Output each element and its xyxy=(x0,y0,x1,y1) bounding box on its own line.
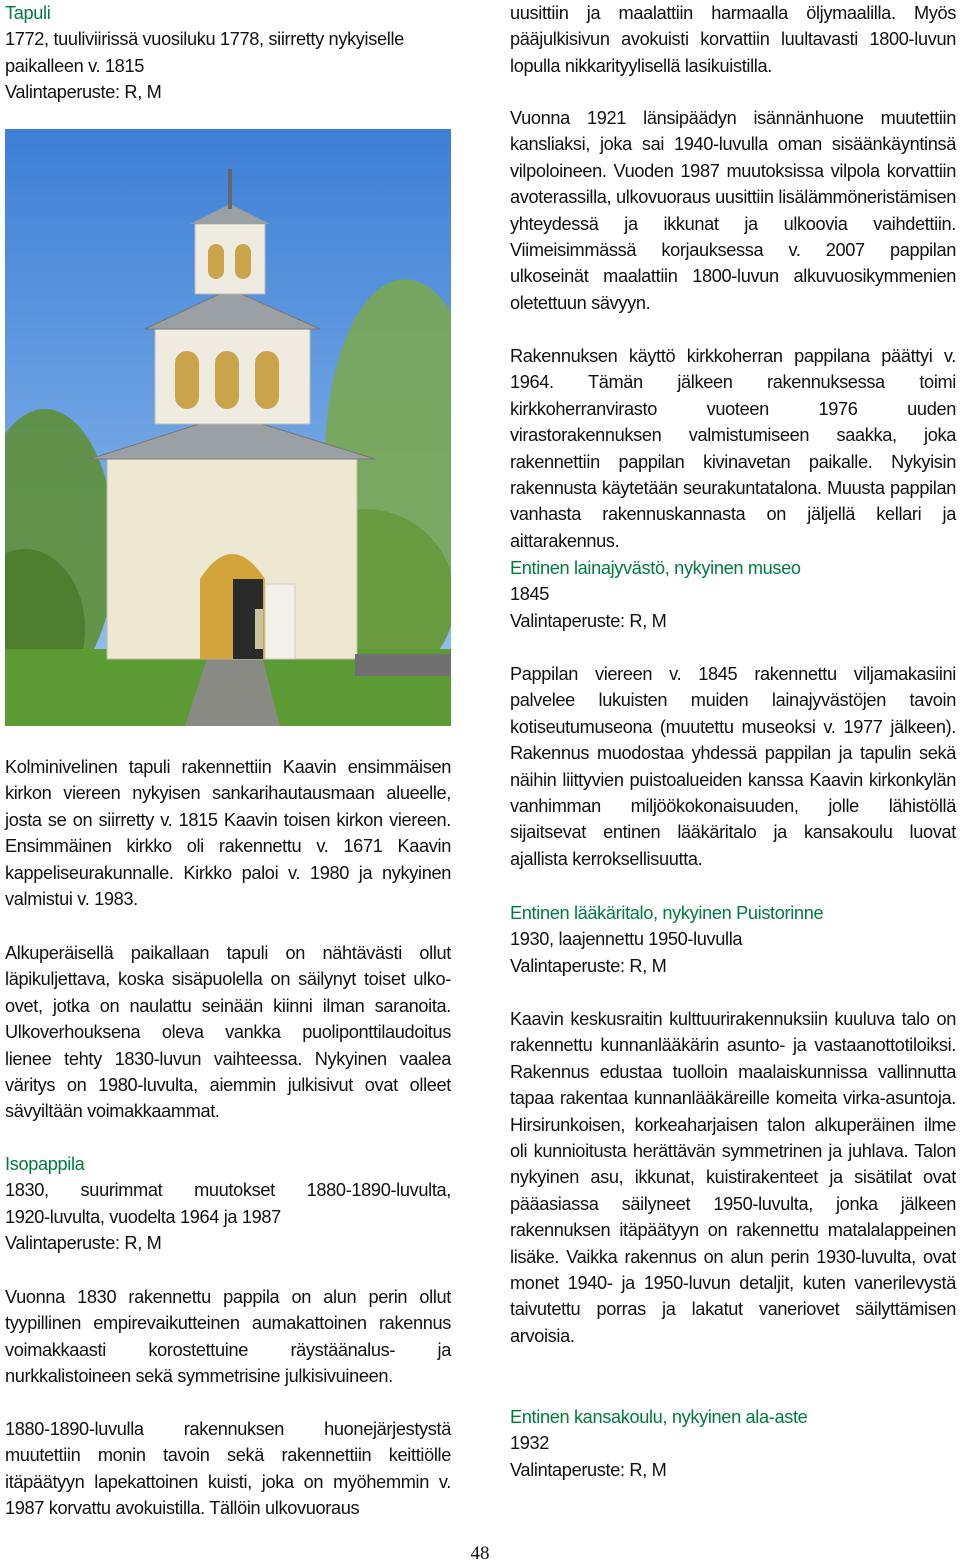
laakaritalo-header xyxy=(510,900,956,979)
isopappila-paragraph-2: 1880-1890-luvulla rakennuksen huonejärjestystä muutettiin monin tavoin sekä rakennettiin keittiölle itäpäätyyn lapekattoinen kuisti, joka on myöhemmin v. 1987 korvattu avokuistilla. Tällöin ulkovuoraus xyxy=(5,1419,451,1519)
stone-wall xyxy=(355,654,451,676)
kansakoulu-heading: Entinen kansakoulu, nykyinen ala-aste xyxy=(510,1407,808,1427)
isopappila-changes-paragraph: Vuonna 1921 länsipäädyn isännänhuone muutettiin kansliaksi, joka sai 1940-luvulla oman sisäänkäyntinsä vilpoloineen. Vuoden 1987 muutoksissa vilpola korvattiin avoterassilla, ulkovuoraus uusittiin lisälämmöneristämisen yhteydessä ja ikkunat ja ulkoovia vaihdettiin. Viimeisimmässä korjauksessa v. 2007 pappilan ulkoseinät maalattiin 1800-luvun alkuvuosikymmenien oletettuun sävyyn. xyxy=(510,108,956,313)
isopappila-header xyxy=(5,1151,451,1257)
isopappila-continuation-paragraph: uusittiin ja maalattiin harmaalla öljymaalilla. Myös pääjulkisivun avokuisti korvattiin luultavasti 1800-luvun lopulla nikkarityylisellä lasikuistilla. xyxy=(510,3,956,76)
lainajyvasto-meta-1: 1845 xyxy=(510,584,550,605)
kansakoulu-header xyxy=(510,1404,956,1483)
kansakoulu-meta-2: Valintaperuste: R, M xyxy=(510,1459,667,1480)
tapuli-heading: Tapuli xyxy=(5,3,51,23)
isopappila-meta-2: 1920-luvulta, vuodelta 1964 ja 1987 xyxy=(5,1206,281,1227)
tapuli-paragraph-2: Alkuperäisellä paikallaan tapuli on nähtävästi ollut läpikuljettava, koska sisäpuolella on säilynyt toiset ulko-ovet, jotka on naulattu seinään kiinni ilman saranoita. Ulkoverhouksena oleva vankka puoliponttilaudoitus lienee tehty 1830-luvun vaihteessa. Nykyinen vaalea väritys on 1980-luvulta, aiemmin julkisivut ovat olleet sävyiltään voimakkaammat. xyxy=(5,943,451,1122)
tapuli-meta-3: Valintaperuste: R, M xyxy=(5,82,162,103)
tapuli-meta-1: 1772, tuuliviirissä vuosiluku 1778, siirretty nykyiselle xyxy=(5,29,404,50)
isopappila-heading: Isopappila xyxy=(5,1154,85,1174)
bell-tower-photo xyxy=(5,129,451,726)
lainajyvasto-header xyxy=(510,555,956,634)
kansakoulu-meta-1: 1932 xyxy=(510,1433,550,1454)
isopappila-meta-1: 1830, suurimmat muutokset 1880-1890-luvulta, xyxy=(5,1180,451,1201)
isopappila-meta-3: Valintaperuste: R, M xyxy=(5,1233,162,1254)
tapuli-header xyxy=(5,0,404,106)
lainajyvasto-meta-2: Valintaperuste: R, M xyxy=(510,610,667,631)
isopappila-paragraph-1: Vuonna 1830 rakennettu pappila on alun perin ollut tyypillinen empirevaikutteinen aumakattoinen rakennus voimakkaasti korostettuine räystäänalus- ja nurkkalistoineen sekä symmetrisine julkisivuineen. xyxy=(5,1287,451,1387)
laakaritalo-heading: Entinen lääkäritalo, nykyinen Puistorinne xyxy=(510,903,824,923)
laakaritalo-meta-2: Valintaperuste: R, M xyxy=(510,955,667,976)
lainajyvasto-paragraph: Pappilan viereen v. 1845 rakennettu viljamakasiini palvelee lukuisten muiden lainajyvästöjen tavoin kotiseutumuseona (muutettu museoksi v. 1977 jälkeen). Rakennus muodostaa yhdessä pappilan ja tapulin sekä näihin liittyvien puistoalueiden kanssa Kaavin kirkonkylän vanhimman miljöökokonaisuuden, jolle lähistöllä sijaitsevat entinen lääkäritalo ja kansakoulu luovat ajallista kerroksellisuutta. xyxy=(510,664,956,869)
isopappila-use-paragraph: Rakennuksen käyttö kirkkoherran pappilana päättyi v. 1964. Tämän jälkeen rakennuksessa toimi kirkkoherranvirasto vuoteen 1976 uuden virastorakennuksen valmistumiseen saakka, joka rakennettiin pappilan kivinavetan paikalle. Nykyisin rakennusta käytetään seurakuntatalona. Muusta pappilan vanhasta rakennuskannasta on jäljellä kellari ja aittarakennus. xyxy=(510,346,956,551)
laakaritalo-meta-1: 1930, laajennettu 1950-luvulla xyxy=(510,929,743,950)
laakaritalo-paragraph: Kaavin keskusraitin kulttuurirakennuksiin kuuluva talo on rakennettu kunnanlääkärin asunto- ja vastaanottotiloiksi. Rakennus edustaa tuolloin maalaiskunnissa vallinnutta tapaa rakentaa kunnanlääkäreille komeita virka-asuntoja. Hirsirunkoisen, korkeaharjaisen talon alkuperäinen ilme oli kunnioitusta herättävän symmetrinen ja juhlava. Talon nykyinen asu, ikkunat, kuistirakenteet ja sisätilat ovat pääasiassa säilyneet 1950-luvulta, jonka jälkeen rakennuksen itäpäätyyn on rakennettu matalalappeinen lisäke. Vaikka rakennus on alun perin 1930-luvulta, ovat monet 1940- ja 1950-luvun detaljit, kuten vanerilevystä taivutettu porras ja lakatut vaneriovet säilyttämisen arvoisia. xyxy=(510,1009,956,1346)
lainajyvasto-heading: Entinen lainajyvästö, nykyinen museo xyxy=(510,558,801,578)
tapuli-paragraph-1: Kolminivelinen tapuli rakennettiin Kaavin ensimmäisen kirkon viereen nykyisen sankarihautausmaan alueelle, josta se on siirretty v. 1815 Kaavin toisen kirkon viereen. Ensimmäinen kirkko oli rakennettu v. 1671 Kaavin kappeliseurakunnalle. Kirkko paloi v. 1980 ja nykyinen valmistui v. 1983. xyxy=(5,757,451,910)
tapuli-meta-2: paikalleen v. 1815 xyxy=(5,55,144,76)
page-number: 48 xyxy=(470,1543,490,1564)
